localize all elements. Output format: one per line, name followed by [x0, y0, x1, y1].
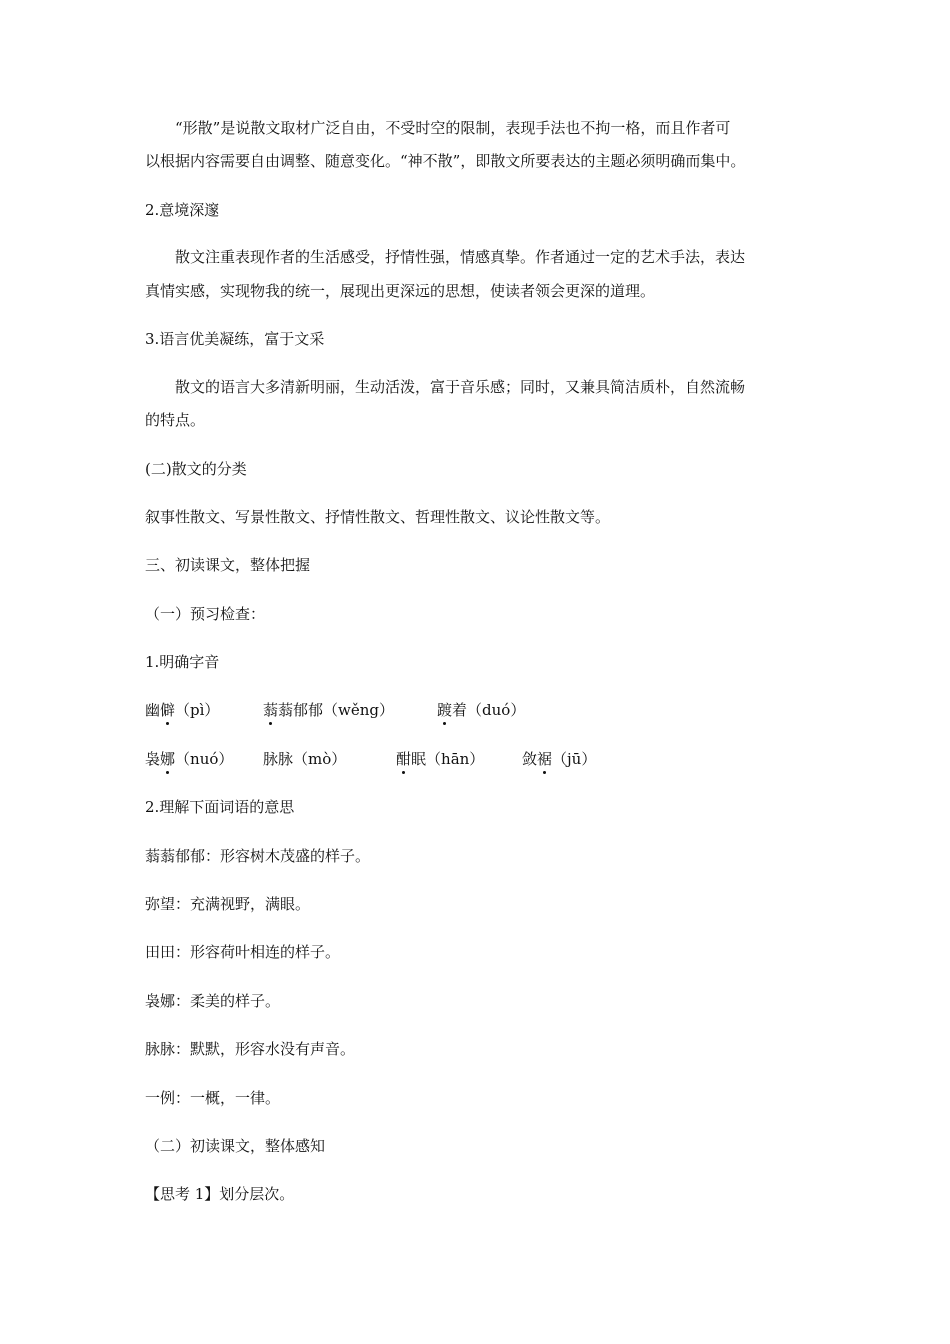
pron-item: 脉脉（mò） [263, 750, 347, 768]
emphasis-dot-char: 裾 [537, 750, 553, 768]
paragraph-yuyan-line2: 的特点。 [145, 411, 206, 429]
meaning-item: 一例：一概，一律。 [145, 1089, 281, 1107]
heading-first-read: （二）初读课文，整体感知 [145, 1137, 326, 1155]
pron-item: 酣眠（hān） [396, 750, 485, 768]
heading-word-meaning: 2.理解下面词语的意思 [145, 798, 295, 816]
meaning-item: 田田：形容荷叶相连的样子。 [145, 943, 341, 961]
heading-preview-check: （一）预习检查： [145, 605, 266, 623]
meaning-item: 蓊蓊郁郁：形容树木茂盛的样子。 [145, 847, 371, 865]
paragraph-xingsan-line2: 以根据内容需要自由调整、随意变化。“神不散”，即散文所要表达的主题必须明确而集中。 [145, 152, 746, 170]
heading-section-three: 三、初读课文，整体把握 [145, 556, 311, 574]
paragraph-yuyan-line1: 散文的语言大多清新明丽，生动活泼，富于音乐感；同时，又兼具简洁质朴，自然流畅 [175, 378, 746, 396]
emphasis-dot-char: 娜 [160, 750, 176, 768]
think-prompt-1: 【思考 1】划分层次。 [145, 1185, 295, 1203]
pron-item: 敛裾（jū） [522, 750, 597, 768]
pron-item: 蓊蓊郁郁（wěng） [263, 701, 395, 719]
pron-item: 幽僻（pì） [145, 701, 220, 719]
meaning-item: 弥望：充满视野，满眼。 [145, 895, 311, 913]
heading-yuyan: 3.语言优美凝练，富于文采 [145, 330, 325, 348]
pron-item: 袅娜（nuó） [145, 750, 234, 768]
emphasis-dot-char: 酣 [396, 750, 412, 768]
emphasis-dot-char: 蓊 [263, 701, 279, 719]
classification-list: 叙事性散文、写景性散文、抒情性散文、哲理性散文、议论性散文等。 [145, 508, 611, 526]
heading-pronunciation: 1.明确字音 [145, 653, 220, 671]
heading-yijing: 2.意境深邃 [145, 201, 220, 219]
meaning-item: 袅娜：柔美的样子。 [145, 992, 281, 1010]
emphasis-dot-char: 踱 [437, 701, 453, 719]
emphasis-dot-char: 僻 [160, 701, 176, 719]
pron-item: 踱着（duó） [437, 701, 526, 719]
paragraph-yijing-line2: 真情实感，实现物我的统一，展现出更深远的思想，使读者领会更深的道理。 [145, 282, 656, 300]
paragraph-xingsan-line1: “形散”是说散文取材广泛自由，不受时空的限制，表现手法也不拘一格，而且作者可 [175, 119, 731, 137]
heading-classification: (二)散文的分类 [145, 460, 247, 478]
meaning-item: 脉脉：默默，形容水没有声音。 [145, 1040, 356, 1058]
paragraph-yijing-line1: 散文注重表现作者的生活感受，抒情性强，情感真挚。作者通过一定的艺术手法，表达 [175, 248, 746, 266]
